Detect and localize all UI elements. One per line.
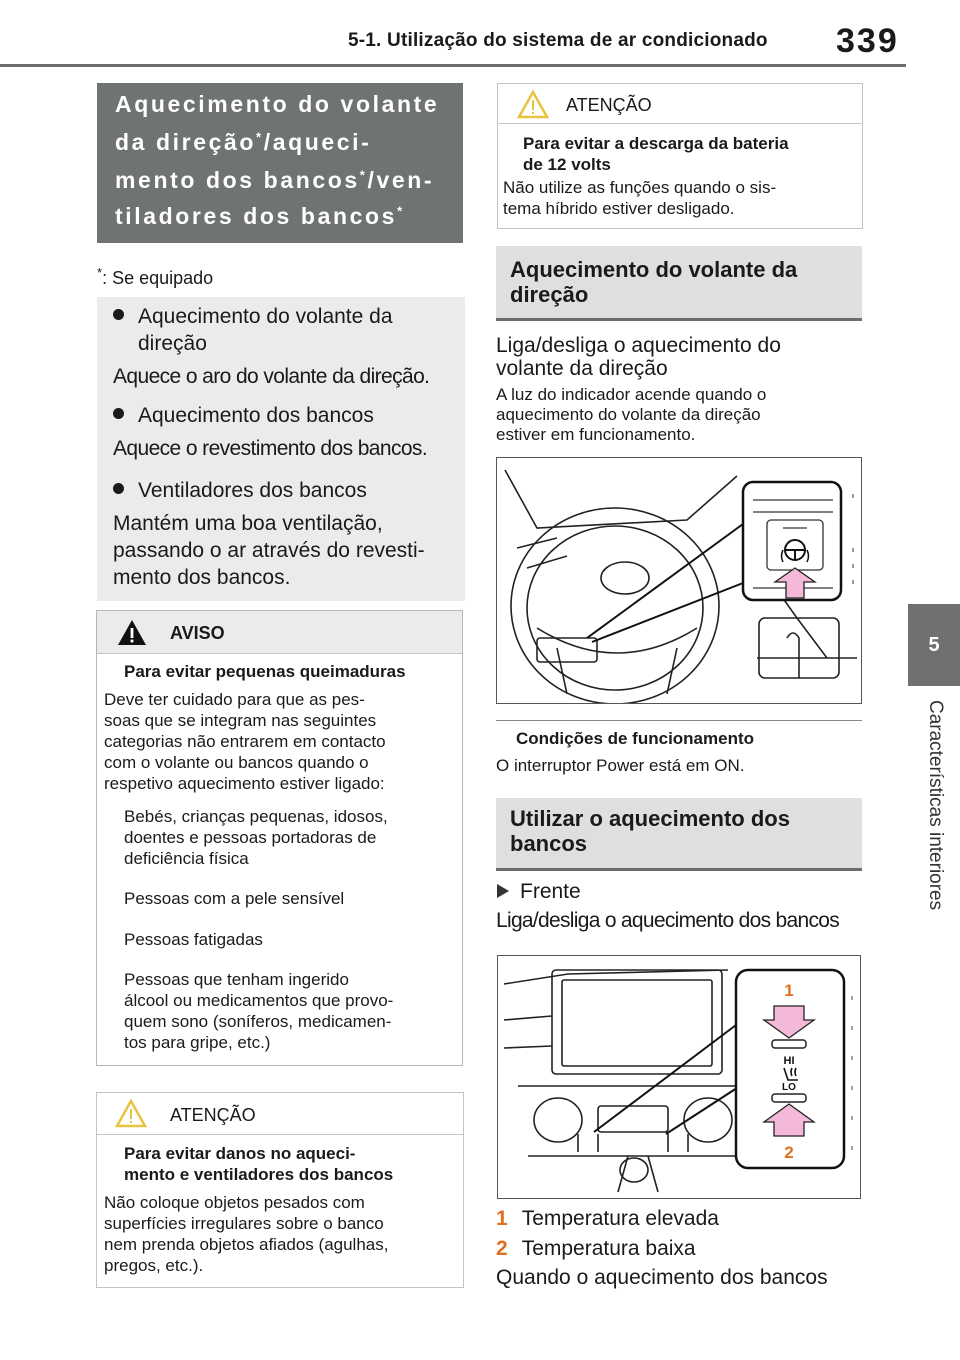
callout-2: 2 (784, 1143, 794, 1162)
main-heading-line-1: Aquecimento do volante (115, 91, 440, 117)
aviso-item: álcool ou medicamentos que provo- (124, 991, 394, 1010)
divider (498, 123, 862, 124)
feature-title-text: Ventiladores dos bancos (138, 479, 367, 502)
desc-text: estiver em funcionamento. (496, 425, 696, 444)
feature-title-text: Aquecimento do volante da (138, 305, 393, 328)
section-heading-text: direção (510, 282, 589, 307)
feature-desc: Aquece o revestimento dos bancos. (113, 437, 428, 460)
atencao-body: pregos, etc.). (104, 1256, 204, 1275)
feature-desc: passando o ar através do revesti- (113, 539, 425, 562)
feature-desc: mento dos bancos. (113, 566, 291, 589)
legend-text: Temperatura elevada (521, 1207, 719, 1230)
feature-title (113, 477, 367, 504)
feature-list (97, 297, 465, 601)
lead-text: Liga/desliga o aquecimento do (496, 334, 781, 357)
atencao-body: superfícies irregulares sobre o banco (104, 1214, 384, 1233)
section-heading-text: Aquecimento do volante da (510, 257, 798, 282)
subhead-text: Frente (520, 880, 581, 903)
main-heading-line-3 (115, 167, 434, 194)
aviso-item: Pessoas que tenham ingerido (124, 970, 349, 989)
desc-text: aquecimento do volante da direção (496, 405, 761, 424)
section-title: 5-1. Utilização do sistema de ar condicionado (348, 30, 768, 51)
atencao-body: Não coloque objetos pesados com (104, 1193, 365, 1212)
console-illustration (498, 956, 860, 1198)
atencao-box-battery (497, 83, 863, 229)
chapter-label-text: Características interiores (925, 700, 946, 911)
main-heading-line-2 (115, 129, 371, 156)
bullet-dot-icon (113, 408, 124, 419)
lead-text: Liga/desliga o aquecimento dos bancos (496, 909, 840, 932)
switch-lo-label: LO (782, 1082, 796, 1093)
divider (496, 720, 862, 721)
subhead (496, 880, 581, 904)
aviso-body-4: com o volante ou bancos quando o (104, 753, 369, 772)
footnote-marker: * (97, 265, 103, 280)
aviso-label: AVISO (170, 623, 225, 643)
atencao-body: tema híbrido estiver desligado. (503, 199, 735, 218)
aviso-body-3: categorias não entrarem em contacto (104, 732, 386, 751)
atencao-body: Não utilize as funções quando o sis- (503, 178, 777, 197)
atencao-subtitle: Para evitar a descarga da bateria (523, 134, 789, 153)
aviso-subtitle: Para evitar pequenas queimaduras (124, 662, 406, 681)
heading-part: mento dos bancos (115, 167, 360, 193)
legend-number: 2 (496, 1237, 508, 1260)
section-heading-text: bancos (510, 831, 588, 856)
legend-number: 1 (496, 1207, 508, 1230)
warning-triangle-icon (115, 1099, 147, 1128)
conditions-text: O interruptor Power está em ON. (496, 756, 745, 775)
figure-steering-heater (496, 457, 862, 704)
aviso-body-2: soas que se integram nas seguintes (104, 711, 377, 730)
lead-text: volante da direção (496, 357, 668, 380)
triangle-bullet-icon (496, 883, 510, 899)
aviso-item: Pessoas fatigadas (124, 930, 263, 949)
legend-item (496, 1237, 696, 1261)
aviso-item: Bebés, crianças pequenas, idosos, (124, 807, 388, 826)
aviso-item: deficiência física (124, 849, 249, 868)
bullet-dot-icon (113, 309, 124, 320)
chapter-tab[interactable]: 5 (908, 604, 960, 686)
main-heading (97, 83, 463, 243)
aviso-body-5: respetivo aquecimento estiver ligado: (104, 774, 385, 793)
asterisk: * (397, 203, 405, 219)
figure-seat-heater (497, 955, 861, 1199)
aviso-box (96, 610, 463, 1066)
asterisk: * (256, 129, 264, 145)
atencao-body: nem prenda objetos afiados (agulhas, (104, 1235, 389, 1254)
section-heading-steering (496, 246, 862, 321)
divider (97, 1134, 463, 1135)
feature-title (113, 303, 393, 330)
main-heading-line-4 (115, 203, 405, 230)
desc-text: A luz do indicador acende quando o (496, 385, 767, 404)
aviso-item: doentes e pessoas portadoras de (124, 828, 377, 847)
callout-1: 1 (784, 981, 794, 1000)
asterisk: * (359, 167, 368, 183)
legend-text: Temperatura baixa (521, 1237, 696, 1260)
header-rule (0, 64, 906, 67)
atencao-subtitle: mento e ventiladores dos bancos (124, 1165, 394, 1184)
atencao-label: ATENÇÃO (170, 1105, 256, 1125)
feature-title (113, 402, 374, 429)
heading-part: /ven- (367, 167, 435, 193)
atencao-subtitle: Para evitar danos no aqueci- (124, 1144, 356, 1163)
feature-desc: Aquece o aro do volante da direção. (113, 365, 430, 388)
atencao-box-seats (96, 1092, 464, 1288)
feature-title-cont: direção (138, 332, 207, 355)
conditions-title: Condições de funcionamento (516, 729, 755, 748)
feature-title-text: Aquecimento dos bancos (138, 404, 374, 427)
aviso-body-1: Deve ter cuidado para que as pes- (104, 690, 365, 709)
atencao-subtitle: de 12 volts (523, 155, 611, 174)
warning-triangle-icon (117, 619, 147, 646)
aviso-item: quem sono (soníferos, medicamen- (124, 1012, 392, 1031)
feature-desc: Mantém uma boa ventilação, (113, 512, 383, 535)
chapter-label (910, 700, 958, 950)
heading-part: tiladores dos bancos (115, 203, 398, 229)
atencao-label: ATENÇÃO (566, 95, 652, 115)
switch-hi-label: HI (783, 1055, 795, 1067)
footnote-text: : Se equipado (102, 268, 214, 288)
steering-illustration (497, 458, 861, 703)
section-heading-seats (496, 798, 862, 871)
warning-triangle-icon (517, 90, 549, 119)
heading-part: /aqueci- (263, 129, 372, 155)
page-number: 339 (836, 22, 899, 60)
section-heading-text: Utilizar o aquecimento dos (510, 806, 790, 831)
bullet-dot-icon (113, 483, 124, 494)
aviso-item: tos para gripe, etc.) (124, 1033, 271, 1052)
footnote (97, 265, 213, 289)
heading-part: da direção (115, 129, 257, 155)
aviso-item: Pessoas com a pele sensível (124, 889, 345, 908)
divider (97, 653, 462, 654)
legend-item (496, 1207, 719, 1231)
aviso-header (97, 611, 462, 653)
trailing-text: Quando o aquecimento dos bancos (496, 1266, 828, 1289)
